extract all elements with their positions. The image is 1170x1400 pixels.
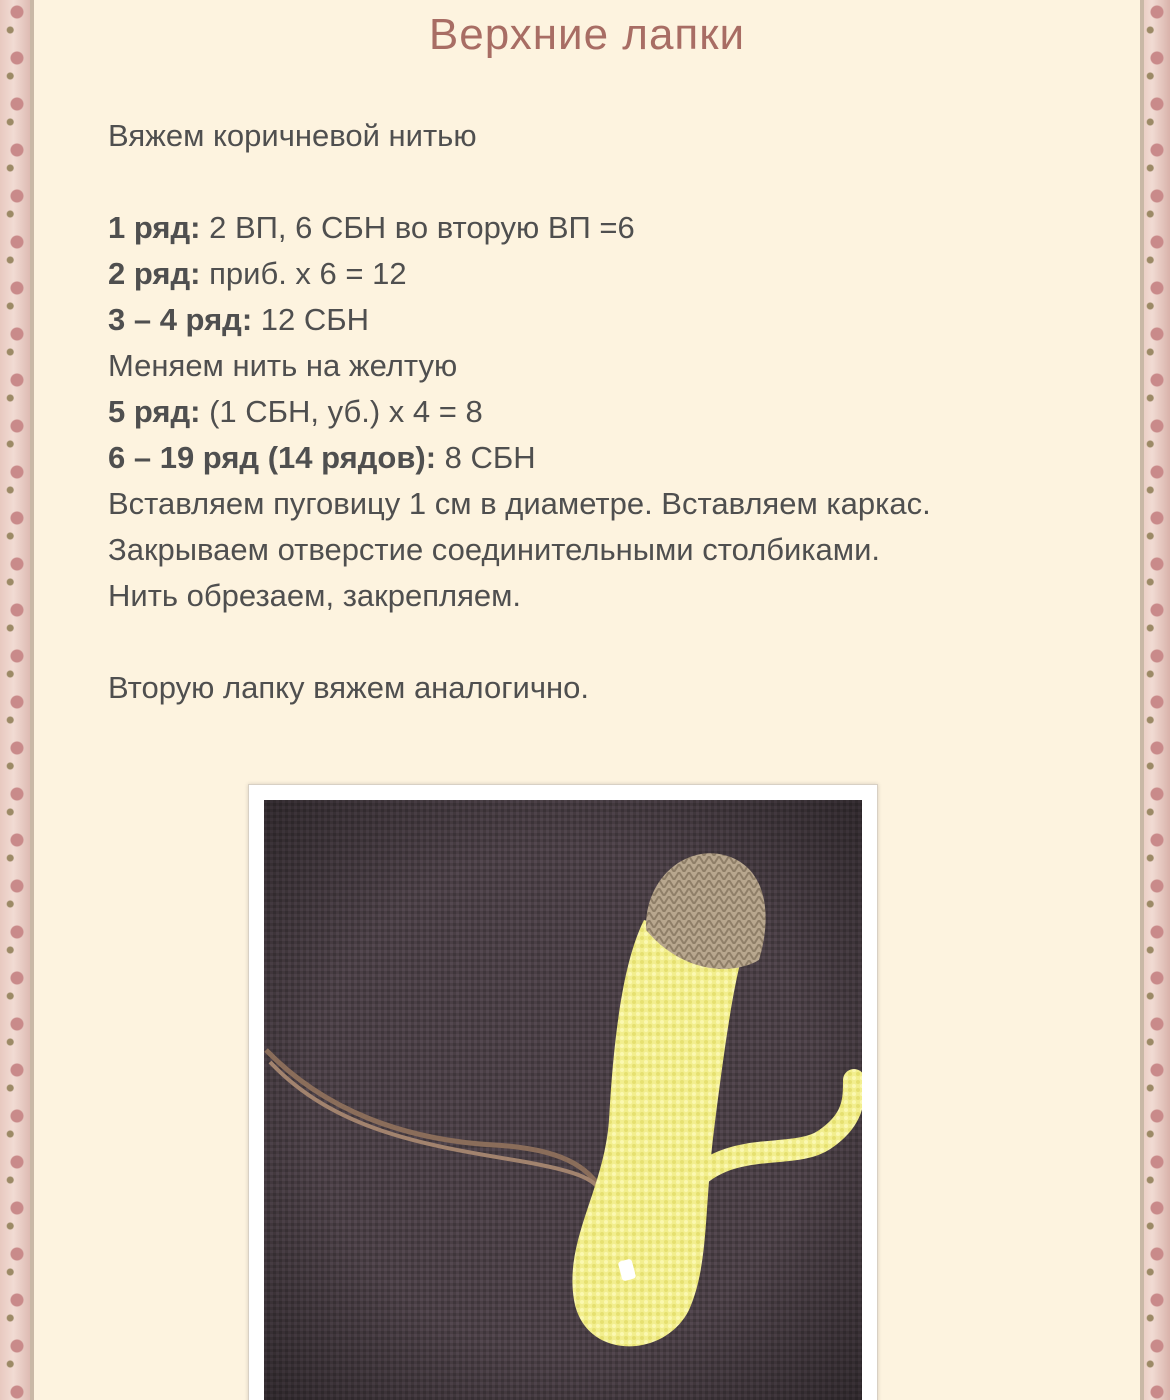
instruction-line: Вставляем пуговицу 1 см в диаметре. Вставляем каркас. (108, 486, 931, 521)
row-label: 6 – 19 ряд (14 рядов): (108, 440, 437, 475)
row-text: 2 ВП, 6 СБН во вторую ВП =6 (200, 210, 635, 245)
pattern-text (108, 113, 1108, 711)
spacer (108, 159, 1108, 205)
row-label: 2 ряд: (108, 256, 201, 291)
row-label: 5 ряд: (108, 394, 201, 429)
change-yarn-line (108, 343, 1108, 389)
row-text: 12 СБН (252, 302, 370, 337)
crochet-arm-photo (264, 800, 862, 1400)
row-line-5 (108, 389, 1108, 435)
row-line-1 (108, 205, 1108, 251)
row-line-2 (108, 251, 1108, 297)
row-text: (1 СБН, уб.) х 4 = 8 (200, 394, 483, 429)
right-floral-border (1140, 0, 1170, 1400)
closing-line: Вторую лапку вяжем аналогично. (108, 670, 589, 705)
row-text: 8 СБН (436, 440, 536, 475)
page-title: Верхние лапки (428, 10, 746, 59)
row-line-3-4 (108, 297, 1108, 343)
row-line-6-19 (108, 435, 1108, 481)
instruction-line: Нить обрезаем, закрепляем. (108, 578, 522, 613)
row-label: 1 ряд: (108, 210, 201, 245)
document-page (34, 0, 1140, 1400)
instruction-line: Закрываем отверстие соединительными столбиками. (108, 532, 881, 567)
row-text: Меняем нить на желтую (108, 348, 458, 383)
intro-line: Вяжем коричневой нитью (108, 118, 477, 153)
spacer (108, 619, 1108, 665)
left-floral-border (0, 0, 34, 1400)
row-label: 3 – 4 ряд: (108, 302, 253, 337)
photo-frame (248, 784, 878, 1400)
row-text: приб. х 6 = 12 (200, 256, 407, 291)
